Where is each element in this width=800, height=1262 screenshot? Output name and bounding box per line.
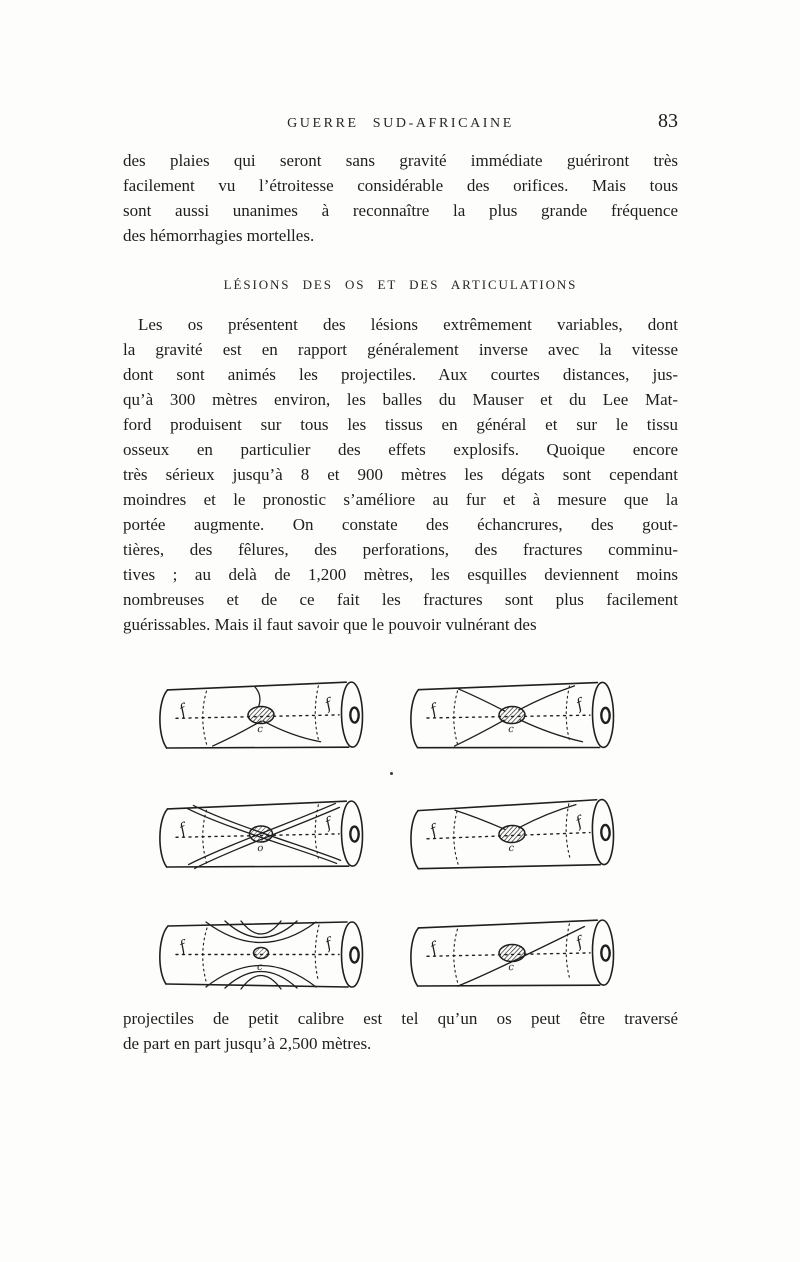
ring-dotted-line-left <box>453 691 458 744</box>
page-number: 83 <box>658 110 678 132</box>
fissure-line <box>254 686 260 706</box>
bone-cylinder <box>410 682 614 751</box>
text-line: des hémorrhagies mortelles. <box>123 226 315 245</box>
fissure-line <box>454 720 504 746</box>
medullary-canal <box>350 826 359 841</box>
label-f-right: f <box>322 934 335 953</box>
bone-figure-v-down-fissure <box>150 679 375 754</box>
paragraph-small-caliber-range <box>123 1006 678 1056</box>
medullary-canal <box>601 825 610 840</box>
ring-dotted-line-left <box>453 929 458 982</box>
label-center: c <box>508 842 515 855</box>
bone-outline <box>160 926 168 984</box>
bone-outline <box>410 690 419 748</box>
bullet-hole <box>249 826 272 842</box>
bone-outline <box>167 744 349 751</box>
medullary-canal <box>350 948 358 963</box>
bone-outline <box>410 928 419 986</box>
ring-dotted-line-right <box>565 804 571 858</box>
paragraph-bone-lesions <box>123 312 678 637</box>
label-f-right: f <box>572 812 586 832</box>
fissure-line <box>518 805 577 828</box>
ring-dotted-line-left <box>202 810 207 863</box>
bone-outline <box>418 800 597 811</box>
bone-outline <box>418 683 597 690</box>
label-f-left: f <box>176 936 189 956</box>
bone-figure-v-up-fissure <box>401 798 626 873</box>
bone-cylinder <box>410 799 615 872</box>
label-center: o <box>257 842 264 855</box>
bullet-hole <box>499 944 525 962</box>
text-line: de part en part jusqu’à 2,500 mètres. <box>123 1034 372 1053</box>
label-f-right: f <box>322 694 335 714</box>
label-center: c <box>508 723 514 736</box>
bone-outline <box>418 982 600 989</box>
ring-dotted-line-right <box>315 686 320 740</box>
bone-outline <box>418 744 600 750</box>
text-line: des plaies qui seront sans gravité immédiate guériront très <box>123 151 678 170</box>
text-line: Les os présentent des lésions extrêmement variables, dont <box>138 315 678 334</box>
ring-dotted-line-left <box>453 811 459 864</box>
text-line: sont aussi unanimes à reconnaître la plus grande fréquence <box>123 201 678 220</box>
bone-outline <box>418 862 600 872</box>
bone-outline <box>410 811 420 869</box>
text-line: projectiles de petit calibre est tel qu’un os peut être traversé <box>123 1009 678 1028</box>
label-f-right: f <box>573 694 586 714</box>
ring-dotted-line-right <box>315 925 319 979</box>
bone-cylinder <box>159 801 363 870</box>
text-line: qu’à 300 mètres environ, les balles du Mauser et du Lee Mat- <box>123 390 678 409</box>
text-line: nombreuses et de ce fait les fractures sont plus facilement <box>123 590 678 609</box>
bone-figure-concentric-fissures <box>150 917 375 992</box>
text-line: osseux en particulier des effets explosifs. Quoique encore <box>123 440 678 459</box>
bullet-hole <box>248 706 274 724</box>
label-f-left: f <box>176 819 189 839</box>
bone-end-cap <box>591 799 614 865</box>
label-f-right: f <box>322 813 335 833</box>
text-line: moindres et le pronostic s’améliore au fur et à mesure que la <box>123 490 678 509</box>
text-line: la gravité est en rapport généralement inverse avec la vitesse <box>123 340 678 359</box>
bone-figures-grid <box>150 679 678 992</box>
ring-dotted-line-right <box>566 924 571 978</box>
bone-cylinder <box>410 920 614 989</box>
label-f-right: f <box>573 932 586 952</box>
text-line: tives ; au delà de 1,200 mètres, les esquilles deviennent moins <box>123 565 678 584</box>
fissure-line <box>212 721 264 746</box>
bullet-hole <box>499 706 525 723</box>
text-line: tières, des fêlures, des perforations, des fractures comminu- <box>123 540 678 559</box>
paragraph-wound-gravity <box>123 148 678 248</box>
fissure-line <box>520 719 582 743</box>
text-line: guérissables. Mais il faut savoir que le pouvoir vulnérant des <box>123 615 537 634</box>
medullary-canal <box>601 708 610 723</box>
bone-figure-crossing-fissures <box>150 798 375 873</box>
medullary-canal <box>350 707 359 722</box>
bone-outline <box>159 690 168 748</box>
text-line: dont sont animés les projectiles. Aux courtes distances, jus- <box>123 365 678 384</box>
bone-cylinder <box>160 921 363 989</box>
text-line: facilement vu l’étroitesse considérable des orifices. Mais tous <box>123 176 678 195</box>
label-f-left: f <box>427 938 440 958</box>
label-center: c <box>508 961 515 974</box>
fissure-line <box>459 688 505 712</box>
bone-cylinder <box>159 682 363 751</box>
bullet-hole <box>499 825 526 843</box>
text-line: ford produisent sur tous les tissus en général et sur le tissu <box>123 415 678 434</box>
bone-outline <box>167 801 346 809</box>
text-line: très sérieux jusqu’à 8 et 900 mètres les dégats sont cependant <box>123 465 678 484</box>
label-f-left: f <box>427 700 440 720</box>
label-center: c <box>257 962 263 973</box>
running-title: GUERRE SUD-AFRICAINE <box>287 116 514 131</box>
label-f-left: f <box>427 820 440 840</box>
bone-outline <box>418 920 597 928</box>
bone-outline <box>159 809 168 867</box>
text-line: portée augmente. On constate des échancrures, des gout- <box>123 515 678 534</box>
label-f-left: f <box>176 700 189 720</box>
ring-dotted-line-right <box>566 686 571 740</box>
bone-outline <box>168 922 347 926</box>
running-head <box>123 110 678 138</box>
ink-speck <box>390 772 393 775</box>
bone-figure-x-radiating-fissure <box>401 679 626 754</box>
section-heading: LÉSIONS DES OS ET DES ARTICULATIONS <box>223 277 578 292</box>
fissure-line <box>263 720 320 743</box>
bone-figure-single-diagonal-fissure <box>401 917 626 992</box>
fissure-line <box>455 808 505 831</box>
fissure-line <box>241 976 281 990</box>
label-center: c <box>257 723 264 736</box>
ring-dotted-line-left <box>202 691 207 744</box>
bone-outline <box>166 984 348 987</box>
bone-outline <box>167 863 349 870</box>
text-column <box>123 110 678 1056</box>
medullary-canal <box>601 945 610 960</box>
bullet-hole <box>254 948 269 959</box>
